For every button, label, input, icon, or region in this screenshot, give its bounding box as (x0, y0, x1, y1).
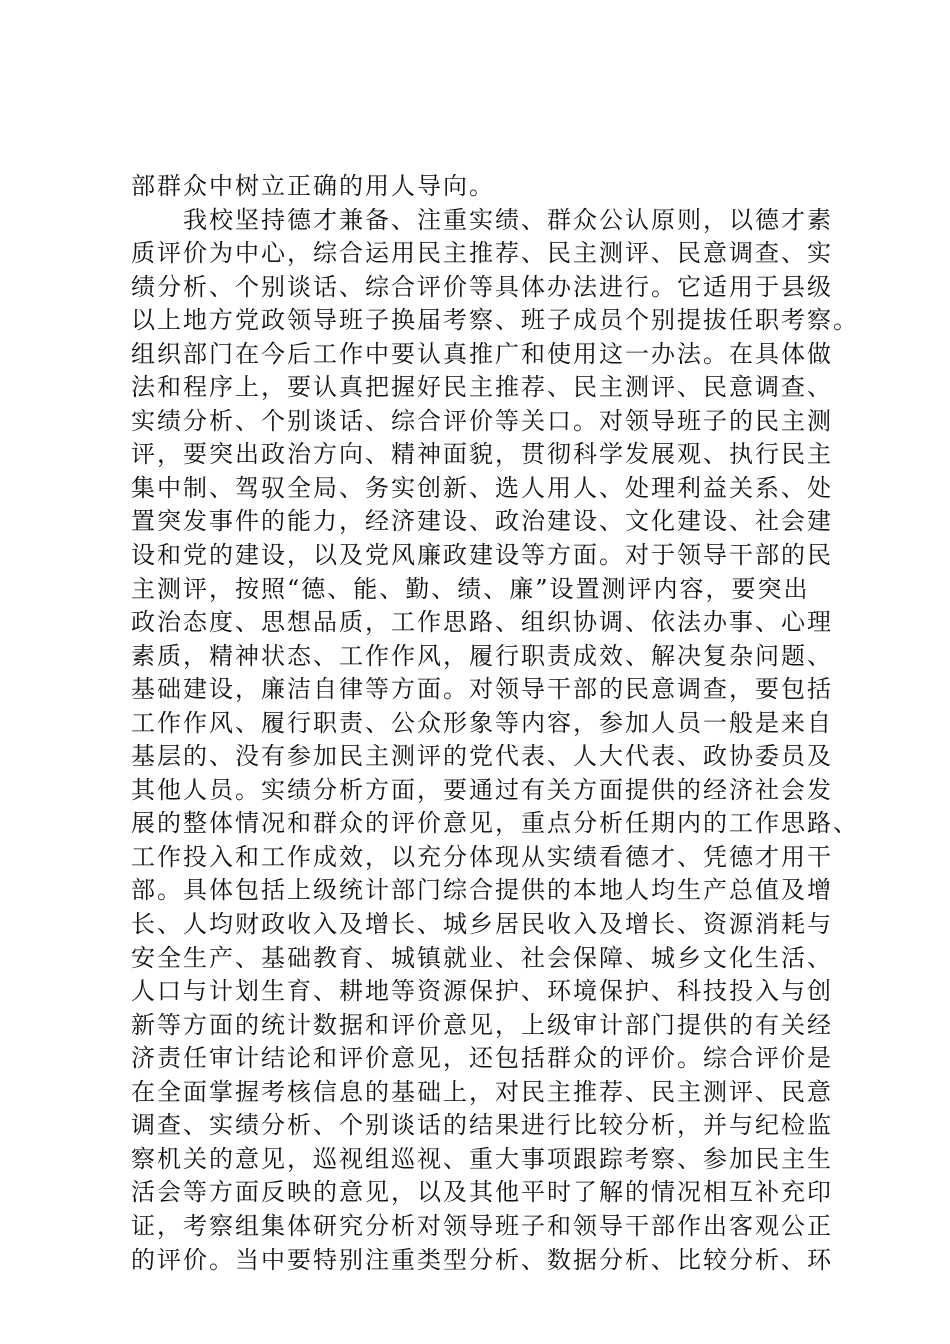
text-line: 设和党的建设，以及党风廉政建设等方面。对于领导干部的民 (131, 541, 833, 570)
text-line: 工作投入和工作成效，以充分体现从实绩看德才、凭德才用干 (131, 842, 833, 871)
text-line: 基础建设，廉洁自律等方面。对领导干部的民意调查，要包括 (131, 675, 833, 704)
text-line: 部。具体包括上级统计部门综合提供的本地人均生产总值及增 (131, 876, 833, 905)
text-line: 置突发事件的能力，经济建设、政治建设、文化建设、社会建 (131, 507, 833, 536)
text-line: 证，考察组集体研究分析对领导班子和领导干部作出客观公正 (131, 1211, 833, 1240)
text-line: 素质，精神状态、工作作风，履行职责成效、解决复杂问题、 (131, 641, 833, 670)
text-line: 其他人员。实绩分析方面，要通过有关方面提供的经济社会发 (131, 775, 833, 804)
text-line: 济责任审计结论和评价意见，还包括群众的评价。综合评价是 (131, 1044, 833, 1073)
text-line: 察机关的意见，巡视组巡视、重大事项跟踪考察、参加民主生 (131, 1144, 833, 1173)
text-line: 组织部门在今后工作中要认真推广和使用这一办法。在具体做 (131, 339, 833, 368)
text-line: 以上地方党政领导班子换届考察、班子成员个别提拔任职考察。 (131, 306, 859, 335)
text-line: 我校坚持德才兼备、注重实绩、群众公认原则，以德才素 (131, 205, 833, 234)
text-line: 绩分析、个别谈话、综合评价等具体办法进行。它适用于县级 (131, 272, 833, 301)
text-line: 集中制、驾驭全局、务实创新、选人用人、处理利益关系、处 (131, 473, 833, 502)
text-line: 主测评，按照“德、能、勤、绩、廉”设置测评内容，要突出 (131, 574, 810, 603)
text-line: 法和程序上，要认真把握好民主推荐、民主测评、民意调查、 (131, 373, 833, 402)
document-body (131, 170, 859, 1277)
text-line: 新等方面的统计数据和评价意见，上级审计部门提供的有关经 (131, 1010, 833, 1039)
text-line: 部群众中树立正确的用人导向。 (131, 172, 495, 200)
text-line: 人口与计划生育、耕地等资源保护、环境保护、科技投入与创 (131, 977, 833, 1006)
text-line: 基层的、没有参加民主测评的党代表、人大代表、政协委员及 (131, 742, 833, 771)
text-line: 政治态度、思想品质，工作思路、组织协调、依法办事、心理 (131, 608, 833, 637)
text-line: 评，要突出政治方向、精神面貌，贯彻科学发展观、执行民主 (131, 440, 833, 469)
text-line: 实绩分析、个别谈话、综合评价等关口。对领导班子的民主测 (131, 406, 833, 435)
text-line: 工作作风、履行职责、公众形象等内容，参加人员一般是来自 (131, 708, 833, 737)
text-line: 展的整体情况和群众的评价意见，重点分析任期内的工作思路、 (131, 809, 859, 838)
text-line: 调查、实绩分析、个别谈话的结果进行比较分析，并与纪检监 (131, 1111, 833, 1140)
text-line: 长、人均财政收入及增长、城乡居民收入及增长、资源消耗与 (131, 910, 833, 939)
text-line: 在全面掌握考核信息的基础上，对民主推荐、民主测评、民意 (131, 1077, 833, 1106)
text-line: 安全生产、基础教育、城镇就业、社会保障、城乡文化生活、 (131, 943, 833, 972)
text-line: 活会等方面反映的意见，以及其他平时了解的情况相互补充印 (131, 1178, 833, 1207)
text-line: 的评价。当中要特别注重类型分析、数据分析、比较分析、环 (131, 1245, 833, 1274)
text-line: 质评价为中心，综合运用民主推荐、民主测评、民意调查、实 (131, 239, 833, 268)
